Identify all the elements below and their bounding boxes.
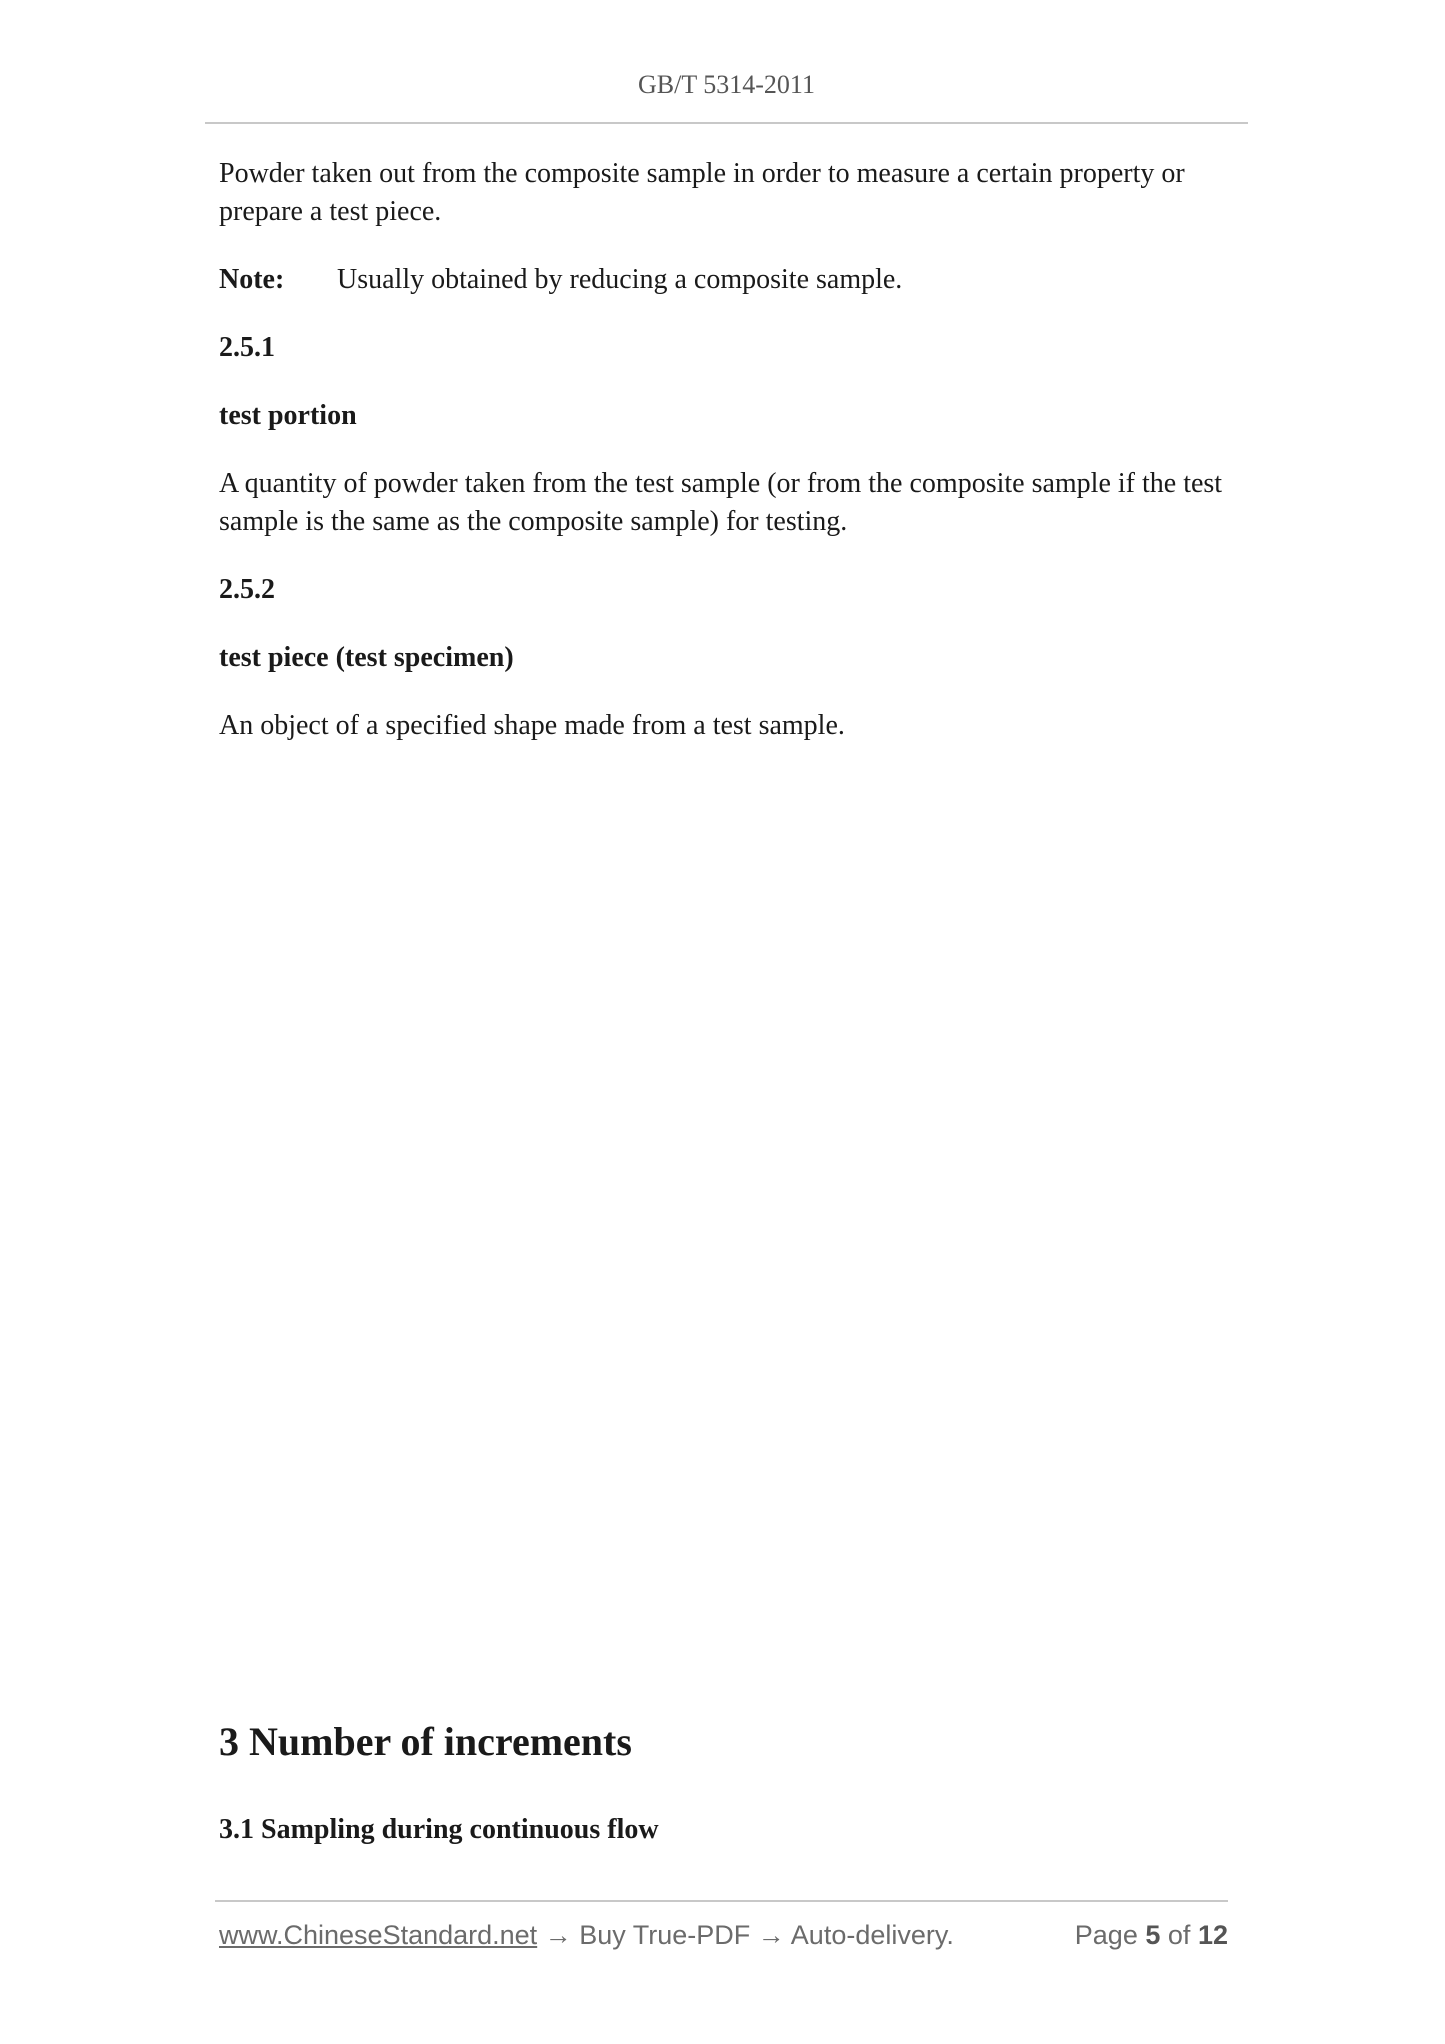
page-indicator [1075, 1920, 1228, 1951]
term-definition: A quantity of powder taken from the test sample (or from the composite sample if the test sample is the same as the composite sample) for testing. [219, 468, 1223, 537]
section-heading: 3 Number of increments [219, 1719, 632, 1764]
document-body [219, 155, 1239, 775]
term-definition: An object of a specified shape made from a test sample. [219, 710, 845, 741]
term-number: 2.5.2 [219, 574, 275, 605]
page-of: of [1167, 1920, 1191, 1950]
term-name: test piece (test specimen) [219, 642, 514, 673]
note-text: Usually obtained by reducing a composite sample. [337, 264, 903, 295]
term-name: test portion [219, 400, 357, 431]
note-label: Note: [219, 264, 285, 295]
delivery-text: Auto-delivery. [790, 1920, 954, 1950]
term-number: 2.5.1 [219, 332, 275, 363]
footer-divider [215, 1900, 1228, 1902]
page-footer [219, 1920, 1228, 1951]
page-current: 5 [1145, 1920, 1161, 1950]
buy-text: Buy True-PDF [579, 1920, 751, 1950]
note [219, 261, 1239, 299]
website-link[interactable]: www.ChineseStandard.net [219, 1920, 538, 1950]
arrow-right-icon: → [544, 1920, 572, 1950]
header-divider [205, 122, 1248, 124]
intro-paragraph: Powder taken out from the composite sample in order to measure a certain property or prepare a test piece. [219, 158, 1185, 227]
page-total: 12 [1197, 1920, 1228, 1950]
page-label: Page [1074, 1920, 1138, 1950]
arrow-right-icon: → [757, 1920, 785, 1950]
subsection-heading: 3.1 Sampling during continuous flow [219, 1814, 659, 1845]
document-header: GB/T 5314-2011 [638, 70, 815, 99]
footer-promo [219, 1920, 954, 1951]
